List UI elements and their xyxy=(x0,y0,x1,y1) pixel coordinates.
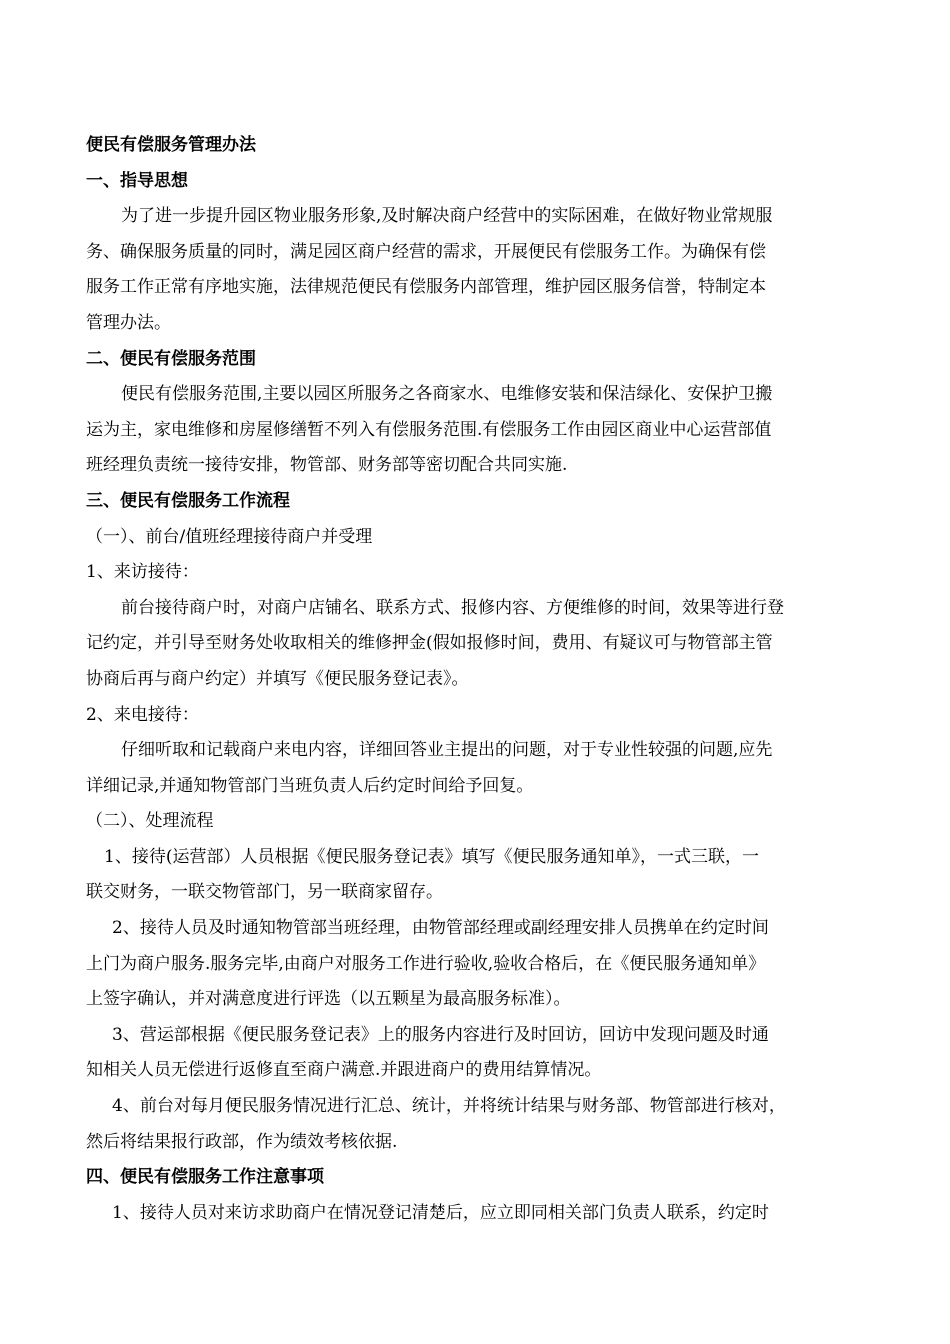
process-2-line: 上签字确认，并对满意度进行评选（以五颗星为最高服务标准）。 xyxy=(86,989,571,1010)
process-1-line: 1、接待(运营部）人员根据《便民服务登记表》填写《便民服务通知单》，一式三联，一 xyxy=(104,846,759,867)
section-1-line: 务、确保服务质量的同时，满足园区商户经营的需求，开展便民有偿服务工作。为确保有偿 xyxy=(86,241,766,262)
document-title: 便民有偿服务管理办法 xyxy=(86,135,256,155)
section-3-sub-2: （二）、处理流程 xyxy=(86,811,214,832)
item-1-line: 记约定，并引导至财务处收取相关的维修押金(假如报修时间，费用、有疑议可与物管部主管 xyxy=(86,633,773,654)
section-1-line: 服务工作正常有序地实施，法律规范便民有偿服务内部管理，维护园区服务信誉，特制定本 xyxy=(86,277,766,298)
process-2-line: 2、接待人员及时通知物管部当班经理，由物管部经理或副经理安排人员携单在约定时间 xyxy=(112,918,769,939)
section-2-line: 运为主，家电维修和房屋修缮暂不列入有偿服务范围.有偿服务工作由园区商业中心运营部值 xyxy=(86,419,772,440)
process-4-line: 4、前台对每月便民服务情况进行汇总、统计，并将统计结果与财务部、物管部进行核对， xyxy=(112,1096,786,1117)
section-2-line: 班经理负责统一接待安排，物管部、财务部等密切配合共同实施. xyxy=(86,455,568,476)
section-3-heading: 三、便民有偿服务工作流程 xyxy=(86,490,290,511)
item-1-title: 1、来访接待： xyxy=(86,562,199,583)
section-3-sub-1: （一）、前台/值班经理接待商户并受理 xyxy=(86,526,373,547)
section-2-heading: 二、便民有偿服务范围 xyxy=(86,348,256,369)
section-1-heading: 一、指导思想 xyxy=(86,170,188,191)
item-2-line: 详细记录,并通知物管部门当班负责人后约定时间给予回复。 xyxy=(86,775,534,796)
process-3-line: 知相关人员无偿进行返修直至商户满意.并跟进商户的费用结算情况。 xyxy=(86,1060,602,1081)
item-1-line: 前台接待商户时，对商户店铺名、联系方式、报修内容、方便维修的时间，效果等进行登 xyxy=(121,597,784,618)
section-4-heading: 四、便民有偿服务工作注意事项 xyxy=(86,1167,324,1188)
item-2-title: 2、来电接待： xyxy=(86,704,199,725)
section-1-line: 管理办法。 xyxy=(86,312,171,333)
process-3-line: 3、营运部根据《便民服务登记表》上的服务内容进行及时回访，回访中发现问题及时通 xyxy=(112,1024,769,1045)
section-4-line: 1、接待人员对来访求助商户在情况登记清楚后，应立即同相关部门负责人联系，约定时 xyxy=(112,1202,769,1223)
item-2-line: 仔细听取和记载商户来电内容，详细回答业主提出的问题，对于专业性较强的问题,应先 xyxy=(121,740,773,761)
process-2-line: 上门为商户服务.服务完毕,由商户对服务工作进行验收,验收合格后，在《便民服务通知单》 xyxy=(86,953,766,974)
process-4-line: 然后将结果报行政部，作为绩效考核依据. xyxy=(86,1131,398,1152)
item-1-line: 协商后再与商户约定）并填写《便民服务登记表》。 xyxy=(86,668,469,689)
section-1-line: 为了进一步提升园区物业服务形象,及时解决商户经营中的实际困难，在做好物业常规服 xyxy=(121,206,773,227)
section-2-line: 便民有偿服务范围,主要以园区所服务之各商家水、电维修安装和保洁绿化、安保护卫搬 xyxy=(121,384,773,405)
process-1-line: 联交财务，一联交物管部门，另一联商家留存。 xyxy=(86,882,443,903)
document-page xyxy=(86,128,864,1231)
